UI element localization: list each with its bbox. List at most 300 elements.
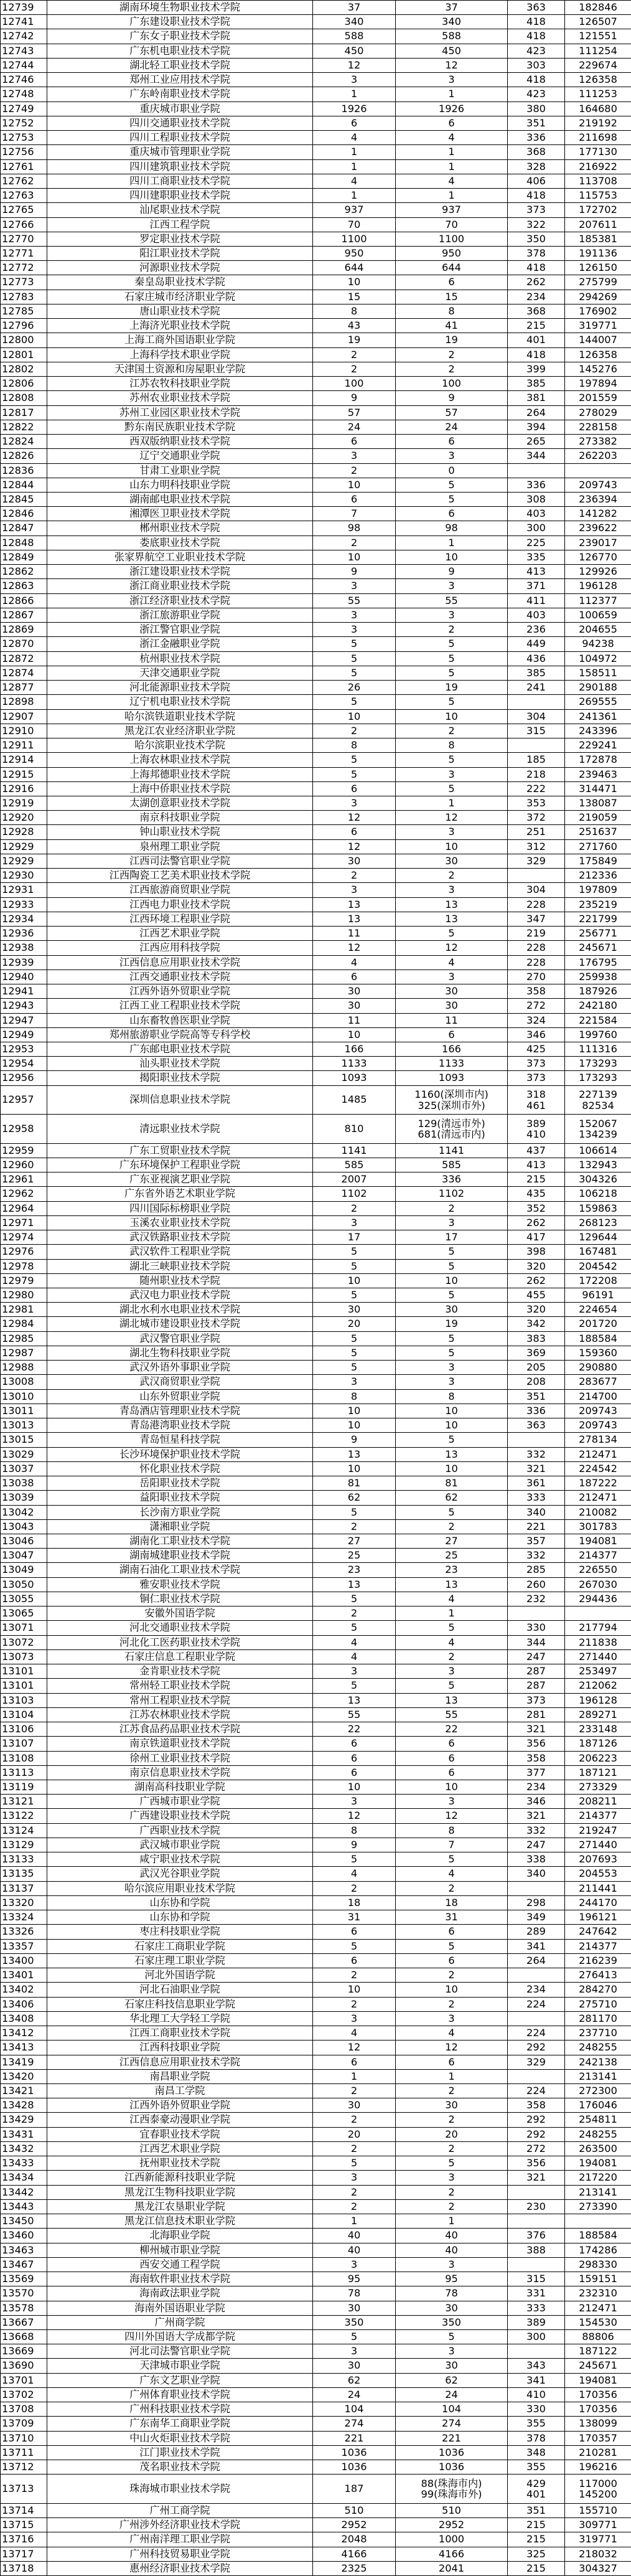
min-score-cell xyxy=(508,869,565,883)
plan-count-cell: 1 xyxy=(313,2070,396,2084)
table-row xyxy=(1,1462,631,1476)
admitted-count-cell: 6 xyxy=(396,1766,508,1780)
school-name-cell: 湖南邮电职业技术学院 xyxy=(47,493,313,507)
school-name-cell: 苏州农业职业技术学院 xyxy=(47,391,313,406)
min-rank-cell: 226550 xyxy=(565,1563,631,1578)
admitted-count-cell: 5 xyxy=(396,1433,508,1448)
school-code-cell: 13050 xyxy=(1,1578,47,1592)
admitted-count-cell: 2 xyxy=(396,2142,508,2156)
plan-count-cell: 1100 xyxy=(313,232,396,247)
plan-count-cell: 18 xyxy=(313,1896,396,1910)
min-rank-cell: 197894 xyxy=(565,377,631,391)
admitted-count-cell: 37 xyxy=(396,1,508,15)
plan-count-cell: 3 xyxy=(313,608,396,623)
admitted-count-cell: 12 xyxy=(396,1809,508,1824)
plan-count-cell: 3 xyxy=(313,2012,396,2026)
table-row xyxy=(1,1361,631,1375)
min-score-cell: 298 xyxy=(508,1896,565,1910)
admitted-count-cell: 1 xyxy=(396,2070,508,2084)
table-row xyxy=(1,2243,631,2258)
min-rank-cell: 209743 xyxy=(565,478,631,493)
table-row xyxy=(1,1621,631,1636)
school-name-cell: 广州南洋理工职业学院 xyxy=(47,2532,313,2547)
min-score-cell: 423 xyxy=(508,44,565,59)
table-row xyxy=(1,608,631,623)
table-row xyxy=(1,1983,631,1998)
school-code-cell: 13108 xyxy=(1,1752,47,1766)
school-name-cell: 甘肃工业职业学院 xyxy=(47,464,313,478)
school-name-cell: 河北司法警官职业学院 xyxy=(47,2344,313,2359)
plan-count-cell: 22 xyxy=(313,1722,396,1737)
school-name-cell: 四川建职职业技术学院 xyxy=(47,189,313,203)
min-rank-cell: 208211 xyxy=(565,1795,631,1809)
admitted-count-cell: 30 xyxy=(396,999,508,1014)
min-rank-cell: 196128 xyxy=(565,579,631,594)
admitted-count-cell: 3 xyxy=(396,73,508,87)
admitted-count-cell: 4 xyxy=(396,956,508,970)
school-name-cell: 张家界航空工业职业技术学院 xyxy=(47,550,313,565)
table-row xyxy=(1,1042,631,1057)
plan-count-cell: 3 xyxy=(313,883,396,898)
school-code-cell: 12844 xyxy=(1,478,47,493)
school-name-cell: 江西艺术职业学院 xyxy=(47,927,313,941)
school-code-cell: 13702 xyxy=(1,2388,47,2402)
school-name-cell: 江西信息应用职业技术学院 xyxy=(47,2055,313,2070)
min-score-cell: 401 xyxy=(508,333,565,348)
plan-count-cell: 40 xyxy=(313,2243,396,2258)
school-name-cell: 江西环境工程职业学院 xyxy=(47,912,313,927)
school-code-cell: 13434 xyxy=(1,2171,47,2186)
table-row xyxy=(1,435,631,449)
table-row xyxy=(1,883,631,898)
school-code-cell: 12957 xyxy=(1,1086,47,1115)
min-score-cell: 332 xyxy=(508,1549,565,1563)
school-name-cell: 江西艺术职业学院 xyxy=(47,2142,313,2156)
table-row xyxy=(1,956,631,970)
min-score-cell: 341 xyxy=(508,2374,565,2388)
min-score-cell: 265 xyxy=(508,435,565,449)
admitted-count-cell: 1 xyxy=(396,796,508,811)
table-row xyxy=(1,1694,631,1708)
table-row xyxy=(1,1780,631,1795)
school-name-cell: 辽宁机电职业技术学院 xyxy=(47,695,313,710)
school-name-cell: 辽宁交通职业学院 xyxy=(47,449,313,464)
plan-count-cell: 1 xyxy=(313,189,396,203)
school-name-cell: 广东南华工商职业学院 xyxy=(47,2417,313,2432)
table-row xyxy=(1,2229,631,2243)
plan-count-cell: 2 xyxy=(313,2200,396,2214)
table-row xyxy=(1,1824,631,1838)
min-rank-cell: 276413 xyxy=(565,1968,631,1983)
school-name-cell: 江西新能源科技职业学院 xyxy=(47,2171,313,2186)
table-row xyxy=(1,652,631,666)
table-row xyxy=(1,550,631,565)
plan-count-cell: 2 xyxy=(313,1882,396,1896)
school-code-cell: 12929 xyxy=(1,840,47,854)
school-code-cell: 13106 xyxy=(1,1722,47,1737)
admitted-count-cell: 13 xyxy=(396,1448,508,1462)
min-score-cell: 372 xyxy=(508,811,565,825)
min-rank-cell: 129926 xyxy=(565,565,631,579)
table-row xyxy=(1,218,631,232)
school-name-cell: 江西外语外贸职业学院 xyxy=(47,2098,313,2113)
min-rank-cell: 253497 xyxy=(565,1664,631,1679)
min-rank-cell xyxy=(565,464,631,478)
school-code-cell: 13326 xyxy=(1,1925,47,1940)
plan-count-cell: 6 xyxy=(313,493,396,507)
table-row xyxy=(1,666,631,681)
school-name-cell: 天津交通职业学院 xyxy=(47,666,313,681)
plan-count-cell: 57 xyxy=(313,406,396,420)
school-name-cell: 江西司法警官职业学院 xyxy=(47,854,313,869)
plan-count-cell: 5 xyxy=(313,1332,396,1346)
min-score-cell xyxy=(508,2344,565,2359)
school-code-cell: 12824 xyxy=(1,435,47,449)
min-score-cell: 308 xyxy=(508,493,565,507)
table-row xyxy=(1,1187,631,1202)
school-name-cell: 雅安职业技术学院 xyxy=(47,1578,313,1592)
school-code-cell: 12943 xyxy=(1,999,47,1014)
school-code-cell: 13039 xyxy=(1,1491,47,1506)
min-score-cell: 429 401 xyxy=(508,2475,565,2504)
min-score-cell: 411 xyxy=(508,594,565,608)
min-score-cell: 373 xyxy=(508,203,565,218)
school-name-cell: 武汉铁路职业技术学院 xyxy=(47,1230,313,1245)
min-score-cell: 343 xyxy=(508,2359,565,2374)
table-row xyxy=(1,927,631,941)
min-rank-cell: 244170 xyxy=(565,1896,631,1910)
min-rank-cell: 237710 xyxy=(565,2026,631,2041)
school-name-cell: 上海工商外国语职业学院 xyxy=(47,333,313,348)
admitted-count-cell: 18 xyxy=(396,1896,508,1910)
admitted-count-cell: 3 xyxy=(396,2012,508,2026)
table-row xyxy=(1,2446,631,2460)
school-name-cell: 哈尔滨应用职业技术学院 xyxy=(47,1882,313,1896)
min-score-cell: 329 xyxy=(508,2055,565,2070)
school-name-cell: 汕尾职业技术学院 xyxy=(47,203,313,218)
plan-count-cell: 9 xyxy=(313,391,396,406)
min-rank-cell: 172702 xyxy=(565,203,631,218)
school-name-cell: 广州科技职业技术学院 xyxy=(47,2402,313,2417)
admitted-count-cell: 3 xyxy=(396,449,508,464)
min-score-cell: 303 xyxy=(508,59,565,73)
table-row xyxy=(1,1766,631,1780)
school-name-cell: 徐州工业职业技术学院 xyxy=(47,1752,313,1766)
min-rank-cell: 159863 xyxy=(565,1202,631,1216)
admitted-count-cell: 40 xyxy=(396,2229,508,2243)
min-score-cell: 292 xyxy=(508,2041,565,2055)
plan-count-cell: 350 xyxy=(313,2316,396,2330)
table-row xyxy=(1,521,631,536)
admitted-count-cell: 5 xyxy=(396,782,508,796)
min-rank-cell: 217794 xyxy=(565,1621,631,1636)
min-rank-cell: 209743 xyxy=(565,1404,631,1418)
school-name-cell: 泉州理工职业学院 xyxy=(47,840,313,854)
school-code-cell: 12741 xyxy=(1,15,47,29)
table-row xyxy=(1,1679,631,1694)
table-row xyxy=(1,2200,631,2214)
min-score-cell: 363 xyxy=(508,1418,565,1433)
table-row xyxy=(1,2388,631,2402)
min-rank-cell: 259938 xyxy=(565,970,631,984)
admitted-count-cell: 1000 xyxy=(396,2532,508,2547)
school-code-cell: 12773 xyxy=(1,275,47,290)
school-code-cell: 12862 xyxy=(1,565,47,579)
min-score-cell: 340 xyxy=(508,1867,565,1882)
school-code-cell: 12802 xyxy=(1,362,47,377)
min-score-cell: 221 xyxy=(508,1520,565,1534)
school-name-cell: 广东建设职业技术学院 xyxy=(47,15,313,29)
plan-count-cell: 98 xyxy=(313,521,396,536)
min-rank-cell: 228158 xyxy=(565,420,631,435)
plan-count-cell: 166 xyxy=(313,1042,396,1057)
min-rank-cell: 113708 xyxy=(565,174,631,189)
plan-count-cell: 24 xyxy=(313,2388,396,2402)
school-name-cell: 阳江职业技术学院 xyxy=(47,247,313,261)
min-rank-cell: 262203 xyxy=(565,449,631,464)
school-name-cell: 广州商学院 xyxy=(47,2316,313,2330)
min-score-cell: 318 461 xyxy=(508,1086,565,1115)
table-row xyxy=(1,2301,631,2316)
min-rank-cell: 212471 xyxy=(565,2301,631,2316)
table-row xyxy=(1,1332,631,1346)
min-rank-cell: 138099 xyxy=(565,2417,631,2432)
min-rank-cell: 275799 xyxy=(565,275,631,290)
school-code-cell: 12753 xyxy=(1,131,47,145)
plan-count-cell: 15 xyxy=(313,290,396,304)
min-score-cell: 315 xyxy=(508,2272,565,2286)
plan-count-cell: 3 xyxy=(313,2344,396,2359)
min-rank-cell: 214377 xyxy=(565,1940,631,1954)
min-rank-cell: 201720 xyxy=(565,1317,631,1332)
school-name-cell: 钟山职业技术学院 xyxy=(47,825,313,840)
school-name-cell: 河北交通职业技术学院 xyxy=(47,1621,313,1636)
admitted-count-cell: 15 xyxy=(396,290,508,304)
plan-count-cell: 26 xyxy=(313,681,396,695)
school-name-cell: 金肯职业技术学院 xyxy=(47,1664,313,1679)
admitted-count-cell: 2952 xyxy=(396,2518,508,2532)
school-code-cell: 13420 xyxy=(1,2070,47,2084)
table-row xyxy=(1,1664,631,1679)
table-row xyxy=(1,102,631,116)
admitted-count-cell: 1 xyxy=(396,2214,508,2229)
min-rank-cell: 201559 xyxy=(565,391,631,406)
admitted-count-cell: 644 xyxy=(396,261,508,275)
school-code-cell: 13124 xyxy=(1,1824,47,1838)
min-score-cell: 329 xyxy=(508,854,565,869)
admitted-count-cell: 22 xyxy=(396,1722,508,1737)
min-rank-cell: 196121 xyxy=(565,1910,631,1925)
min-rank-cell: 106614 xyxy=(565,1144,631,1158)
min-score-cell: 333 xyxy=(508,1491,565,1506)
school-name-cell: 青岛恒星科技学院 xyxy=(47,1433,313,1448)
admitted-count-cell: 5 xyxy=(396,1621,508,1636)
table-row xyxy=(1,1520,631,1534)
school-code-cell: 13011 xyxy=(1,1404,47,1418)
table-row xyxy=(1,1954,631,1968)
school-code-cell: 13008 xyxy=(1,1375,47,1390)
plan-count-cell: 5 xyxy=(313,1245,396,1260)
table-row xyxy=(1,203,631,218)
plan-count-cell: 12 xyxy=(313,1809,396,1824)
min-score-cell: 320 xyxy=(508,1303,565,1317)
school-code-cell: 12911 xyxy=(1,738,47,753)
admitted-count-cell: 10 xyxy=(396,1418,508,1433)
min-score-cell: 262 xyxy=(508,1274,565,1288)
min-score-cell: 289 xyxy=(508,1925,565,1940)
admitted-count-cell: 3 xyxy=(396,2344,508,2359)
school-name-cell: 石家庄理工职业学院 xyxy=(47,1954,313,1968)
plan-count-cell: 37 xyxy=(313,1,396,15)
min-score-cell: 234 xyxy=(508,290,565,304)
school-code-cell: 12974 xyxy=(1,1230,47,1245)
plan-count-cell: 19 xyxy=(313,333,396,348)
min-rank-cell: 111316 xyxy=(565,1042,631,1057)
min-score-cell: 224 xyxy=(508,1998,565,2012)
school-code-cell: 13103 xyxy=(1,1694,47,1708)
school-name-cell: 郑州旅游职业学院高等专科学校 xyxy=(47,1028,313,1042)
min-score-cell: 270 xyxy=(508,970,565,984)
school-name-cell: 四川工商职业技术学院 xyxy=(47,174,313,189)
table-row xyxy=(1,999,631,1014)
school-name-cell: 上海农林职业技术学院 xyxy=(47,753,313,768)
table-row xyxy=(1,2186,631,2200)
min-rank-cell: 239017 xyxy=(565,536,631,550)
min-rank-cell: 304327 xyxy=(565,2562,631,2576)
school-name-cell: 北海职业学院 xyxy=(47,2229,313,2243)
plan-count-cell: 1 xyxy=(313,87,396,102)
min-score-cell: 369 xyxy=(508,1346,565,1361)
admitted-count-cell: 5 xyxy=(396,1288,508,1303)
school-code-cell: 12920 xyxy=(1,811,47,825)
school-name-cell: 海南政法职业学院 xyxy=(47,2286,313,2301)
min-score-cell: 350 xyxy=(508,232,565,247)
school-name-cell: 广州涉外经济职业技术学院 xyxy=(47,2518,313,2532)
min-score-cell xyxy=(508,2012,565,2026)
table-row xyxy=(1,1752,631,1766)
admitted-count-cell: 585 xyxy=(396,1158,508,1172)
min-score-cell: 328 xyxy=(508,160,565,174)
min-score-cell: 321 xyxy=(508,1809,565,1824)
min-rank-cell: 191136 xyxy=(565,247,631,261)
min-score-cell: 332 xyxy=(508,1824,565,1838)
min-score-cell: 232 xyxy=(508,1592,565,1606)
plan-count-cell: 10 xyxy=(313,550,396,565)
min-score-cell: 377 xyxy=(508,1766,565,1780)
min-rank-cell: 212336 xyxy=(565,869,631,883)
school-name-cell: 湖南高科技职业学院 xyxy=(47,1780,313,1795)
admitted-count-cell: 3 xyxy=(396,1375,508,1390)
table-row xyxy=(1,2041,631,2055)
admitted-count-cell: 10 xyxy=(396,1462,508,1476)
min-score-cell: 347 xyxy=(508,912,565,927)
school-code-cell: 13047 xyxy=(1,1549,47,1563)
school-code-cell: 12956 xyxy=(1,1071,47,1086)
min-rank-cell: 207693 xyxy=(565,1852,631,1867)
school-name-cell: 长沙环境保护职业技术学院 xyxy=(47,1448,313,1462)
min-score-cell: 215 xyxy=(508,2532,565,2547)
min-score-cell: 376 xyxy=(508,2229,565,2243)
plan-count-cell: 2 xyxy=(313,362,396,377)
admitted-count-cell: 40 xyxy=(396,2243,508,2258)
min-rank-cell: 319771 xyxy=(565,319,631,333)
school-code-cell: 12847 xyxy=(1,521,47,536)
plan-count-cell: 30 xyxy=(313,984,396,999)
min-rank-cell: 209743 xyxy=(565,1418,631,1433)
min-score-cell: 342 xyxy=(508,1317,565,1332)
school-code-cell: 12756 xyxy=(1,145,47,160)
school-name-cell: 南昌职业学院 xyxy=(47,2070,313,2084)
school-name-cell: 武汉电力职业技术学院 xyxy=(47,1288,313,1303)
table-row xyxy=(1,1722,631,1737)
min-rank-cell: 212062 xyxy=(565,1679,631,1694)
table-row xyxy=(1,1433,631,1448)
plan-count-cell: 1102 xyxy=(313,1187,396,1202)
min-score-cell: 435 xyxy=(508,1187,565,1202)
plan-count-cell: 2952 xyxy=(313,2518,396,2532)
admitted-count-cell: 1 xyxy=(396,87,508,102)
min-rank-cell: 267030 xyxy=(565,1578,631,1592)
school-code-cell: 12749 xyxy=(1,102,47,116)
min-rank-cell: 219247 xyxy=(565,1824,631,1838)
min-rank-cell: 229674 xyxy=(565,59,631,73)
table-row xyxy=(1,2055,631,2070)
table-row xyxy=(1,232,631,247)
min-rank-cell: 221584 xyxy=(565,1014,631,1028)
plan-count-cell: 8 xyxy=(313,1824,396,1838)
plan-count-cell: 2 xyxy=(313,1998,396,2012)
table-row xyxy=(1,811,631,825)
plan-count-cell: 2325 xyxy=(313,2562,396,2576)
table-row xyxy=(1,1578,631,1592)
admitted-count-cell: 221 xyxy=(396,2432,508,2446)
min-score-cell xyxy=(508,464,565,478)
school-code-cell: 12762 xyxy=(1,174,47,189)
table-row xyxy=(1,579,631,594)
min-rank-cell: 273390 xyxy=(565,2200,631,2214)
admitted-count-cell: 1 xyxy=(396,145,508,160)
min-rank-cell: 206223 xyxy=(565,1752,631,1766)
min-rank-cell: 239463 xyxy=(565,768,631,782)
admitted-count-cell: 336 xyxy=(396,1172,508,1187)
plan-count-cell: 2 xyxy=(313,869,396,883)
school-name-cell: 罗定职业技术学院 xyxy=(47,232,313,247)
plan-count-cell: 2 xyxy=(313,2113,396,2128)
table-row xyxy=(1,189,631,203)
admitted-count-cell: 1160(深圳市内) 325(深圳市外) xyxy=(396,1086,508,1115)
min-score-cell: 264 xyxy=(508,406,565,420)
table-row xyxy=(1,724,631,738)
admitted-count-cell: 10 xyxy=(396,1983,508,1998)
school-name-cell: 海南外国语职业学院 xyxy=(47,2301,313,2316)
plan-count-cell: 4 xyxy=(313,956,396,970)
school-name-cell: 江西交通职业技术学院 xyxy=(47,970,313,984)
plan-count-cell: 8 xyxy=(313,1390,396,1404)
min-score-cell: 335 xyxy=(508,550,565,565)
school-name-cell: 青岛港湾职业技术学院 xyxy=(47,1418,313,1433)
min-score-cell: 389 xyxy=(508,2316,565,2330)
school-code-cell: 12801 xyxy=(1,348,47,362)
min-rank-cell: 104972 xyxy=(565,652,631,666)
min-score-cell: 388 xyxy=(508,2243,565,2258)
table-row xyxy=(1,941,631,956)
school-name-cell: 山东力明科技职业学院 xyxy=(47,478,313,493)
table-row xyxy=(1,1506,631,1520)
school-code-cell: 12765 xyxy=(1,203,47,218)
table-row xyxy=(1,1418,631,1433)
min-score-cell: 361 xyxy=(508,1476,565,1491)
table-row xyxy=(1,1882,631,1896)
